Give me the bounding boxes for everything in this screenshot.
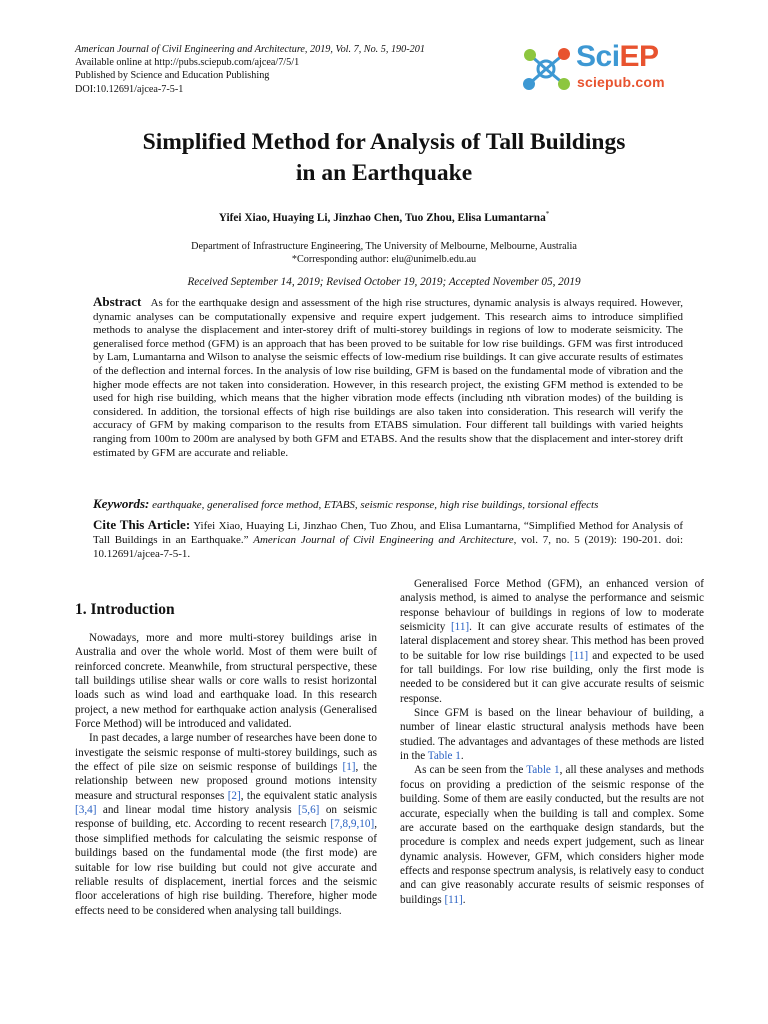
reference-link[interactable]: [3,4] (75, 804, 97, 817)
intro-paragraph-4 (400, 706, 704, 763)
section-heading-introduction: 1. Introduction (75, 601, 175, 618)
reference-link[interactable]: [5,6] (297, 804, 320, 817)
intro-paragraph-2 (75, 731, 377, 917)
reference-link[interactable]: [11] (444, 893, 463, 906)
corresponding-author: *Corresponding author: elu@unimelb.edu.au (291, 254, 477, 266)
text-run: , the equivalent static analysis (240, 789, 377, 802)
reference-link[interactable]: [7,8,9,10] (330, 818, 375, 831)
logo-sci: Sci (576, 40, 620, 73)
title-line-1: Simplified Method for Analysis of Tall Buildings (142, 129, 626, 155)
cite-part2: , vol. 7, no. 5 (2019): 190-201. doi: 10.12691/ajcea-7-5-1. (93, 534, 683, 561)
text-run: and expected to be used for tall buildings. For low rise building, only the first mode is needed to be considered but it can give accurate results of seismic response. (400, 649, 704, 705)
column-left (75, 631, 377, 918)
keywords (93, 497, 683, 512)
text-run: As can be seen from the (414, 764, 527, 777)
table-link[interactable]: Table 1 (526, 764, 560, 777)
sciep-logo (520, 40, 695, 94)
journal-header (75, 43, 425, 96)
corresponding-mark: * (545, 210, 550, 218)
text-run: , all these analyses and methods focus on providing a prediction of the seismic response of the building. Some of them are easily conducted, but the results are not accurate, especially when the building is tall and complex. Some are accurate based on the earthquake design standards, but the procedure is complex and needs expert judgement, such as linear dynamic analysis. However, GFM, which considers higher mode effects and response spectrum analysis, is relatively easy to conduct and can give reasonably accurate results of seismic responses of buildings (400, 764, 705, 906)
cite-part1: Yifei Xiao, Huaying Li, Jinzhao Chen, Tuo Zhou, and Elisa Lumantarna, “Simplified Method for Analysis of Tall Buildings in an Earthquake.” (93, 520, 683, 547)
affiliation (60, 240, 708, 267)
available-online[interactable]: Available online at http://pubs.sciepub.com/ajcea/7/5/1 (75, 57, 300, 69)
text-run: on seismic response of building, etc. According to recent research (75, 804, 377, 831)
text-run: , those simplified methods for calculating the seismic response of buildings based on the fundamental mode (the first mode) are suitable for low rise building but could not give accurate and reliable results of displacement, inertial forces and the seismic floor accelerations of high rise building. Therefore, higher mode effects need to be considered when analysing tall buildings. (75, 818, 377, 917)
text-run: In past decades, a large number of researches have been done to investigate the seismic response of multi-storey buildings, such as the effect of pile size on seismic response of buildings (75, 732, 377, 774)
paper-title (60, 127, 708, 189)
logo-url: sciepub.com (577, 74, 665, 90)
column-right (400, 577, 704, 907)
received-dates: Received September 14, 2019; Revised October 19, 2019; Accepted November 05, 2019 (187, 276, 581, 288)
abstract-text: As for the earthquake design and assessment of the high rise structures, dynamic analysis is always required. However, dynamic analyses can be computationally expensive and require expert judgement. This research aims to introduce simplified methods to analyse the displacement and inter-storey drift of multi-storey buildings in regions of low to moderate seismicity. The generalised force method (GFM) is an approach that has been proved to be suitable for low rise buildings. GFM was first introduced by Lam, Lumantarna and Wilson to analyse the seismic effects of low-medium rise buildings. It can give accurate results of estimates of the deflection and internal forces. In the analysis of low rise building, GFM is based on the fundamental mode of vibration and the higher mode effects are not taken into consideration. However, in this research project, the existing GFM method is extended to be used for high rise building, which means that the higher vibration mode effects (including nth vibration modes) of the building is considered. In addition, the torsional effects of high rise buildings are also taken into consideration. This research will verify the accuracy of GFM by making comparison to the results from ETABS simulation. Four different tall buildings with varied heights ranging from 100m to 200m are analysed by both GFM and ETABS. And the results show that the displacement and inter-storey drift estimated by GFM are accurate and reliable. (93, 297, 683, 459)
author-list (60, 210, 708, 224)
publisher-line: Published by Science and Education Publishing (75, 70, 270, 82)
text-run: Generalised Force Method (GFM), an enhanced version of analysis method, is aimed to analyse the performance and seismic response behaviour of buildings in regions of low to moderate seismicity (400, 578, 704, 634)
reference-link[interactable]: [11] (569, 649, 589, 662)
journal-citation: American Journal of Civil Engineering and Architecture, 2019, Vol. 7, No. 5, 190-201 (75, 44, 425, 55)
cite-this-article (93, 518, 683, 562)
doi-line: DOI:10.12691/ajcea-7-5-1 (75, 83, 184, 95)
text-run: . It can give accurate results of estimates of the lateral displacement and storey shear. This method has been proved to be suitable for low rise buildings (400, 621, 704, 662)
keywords-label: Keywords: (93, 496, 150, 511)
cite-journal: American Journal of Civil Engineering and Architecture (253, 534, 514, 547)
intro-paragraph-1: Nowadays, more and more multi-storey buildings arise in Australia and over the whole world. Most of them were built of reinforced concrete. Meanwhile, from structural perspective, these tall buildings utilise shear walls or core walls to resist horizontal loads such as wind load and earthquake load. In this research project, a new method for earthquake action analysis (Generalised Force Method) will be introduced and validated. (75, 632, 377, 731)
logo-ep: EP (619, 40, 659, 73)
reference-link[interactable]: [11] (450, 621, 470, 634)
intro-paragraph-5 (400, 763, 704, 906)
text-run: Since GFM is based on the linear behaviour of building, a number of linear elastic structural analysis methods have been studied. The advantages and advantages of these methods are listed in the (400, 707, 704, 763)
department: Department of Infrastructure Engineering, The University of Melbourne, Melbourne, Australia (191, 241, 577, 252)
text-run: , the relationship between new proposed ground motions intensity measure and structural responses (75, 761, 377, 802)
logo-wordmark (576, 41, 659, 73)
text-run: and linear modal time history analysis (96, 804, 298, 817)
abstract-label: Abstract (93, 294, 142, 309)
keywords-text: earthquake, generalised force method, ETABS, seismic response, high rise buildings, torsional effects (152, 499, 599, 511)
abstract (93, 295, 683, 460)
author-names: Yifei Xiao, Huaying Li, Jinzhao Chen, Tuo Zhou, Elisa Lumantarna (218, 211, 546, 224)
title-line-2: in an Earthquake (295, 160, 473, 186)
cite-label: Cite This Article: (93, 517, 191, 532)
sciep-logo-icon (520, 46, 572, 92)
reference-link[interactable]: [1] (342, 761, 356, 774)
reference-link[interactable]: [2] (227, 789, 241, 802)
text-run: . (460, 750, 464, 763)
table-link[interactable]: Table 1 (427, 750, 461, 763)
intro-paragraph-3 (400, 577, 704, 706)
text-run: . (462, 893, 466, 906)
